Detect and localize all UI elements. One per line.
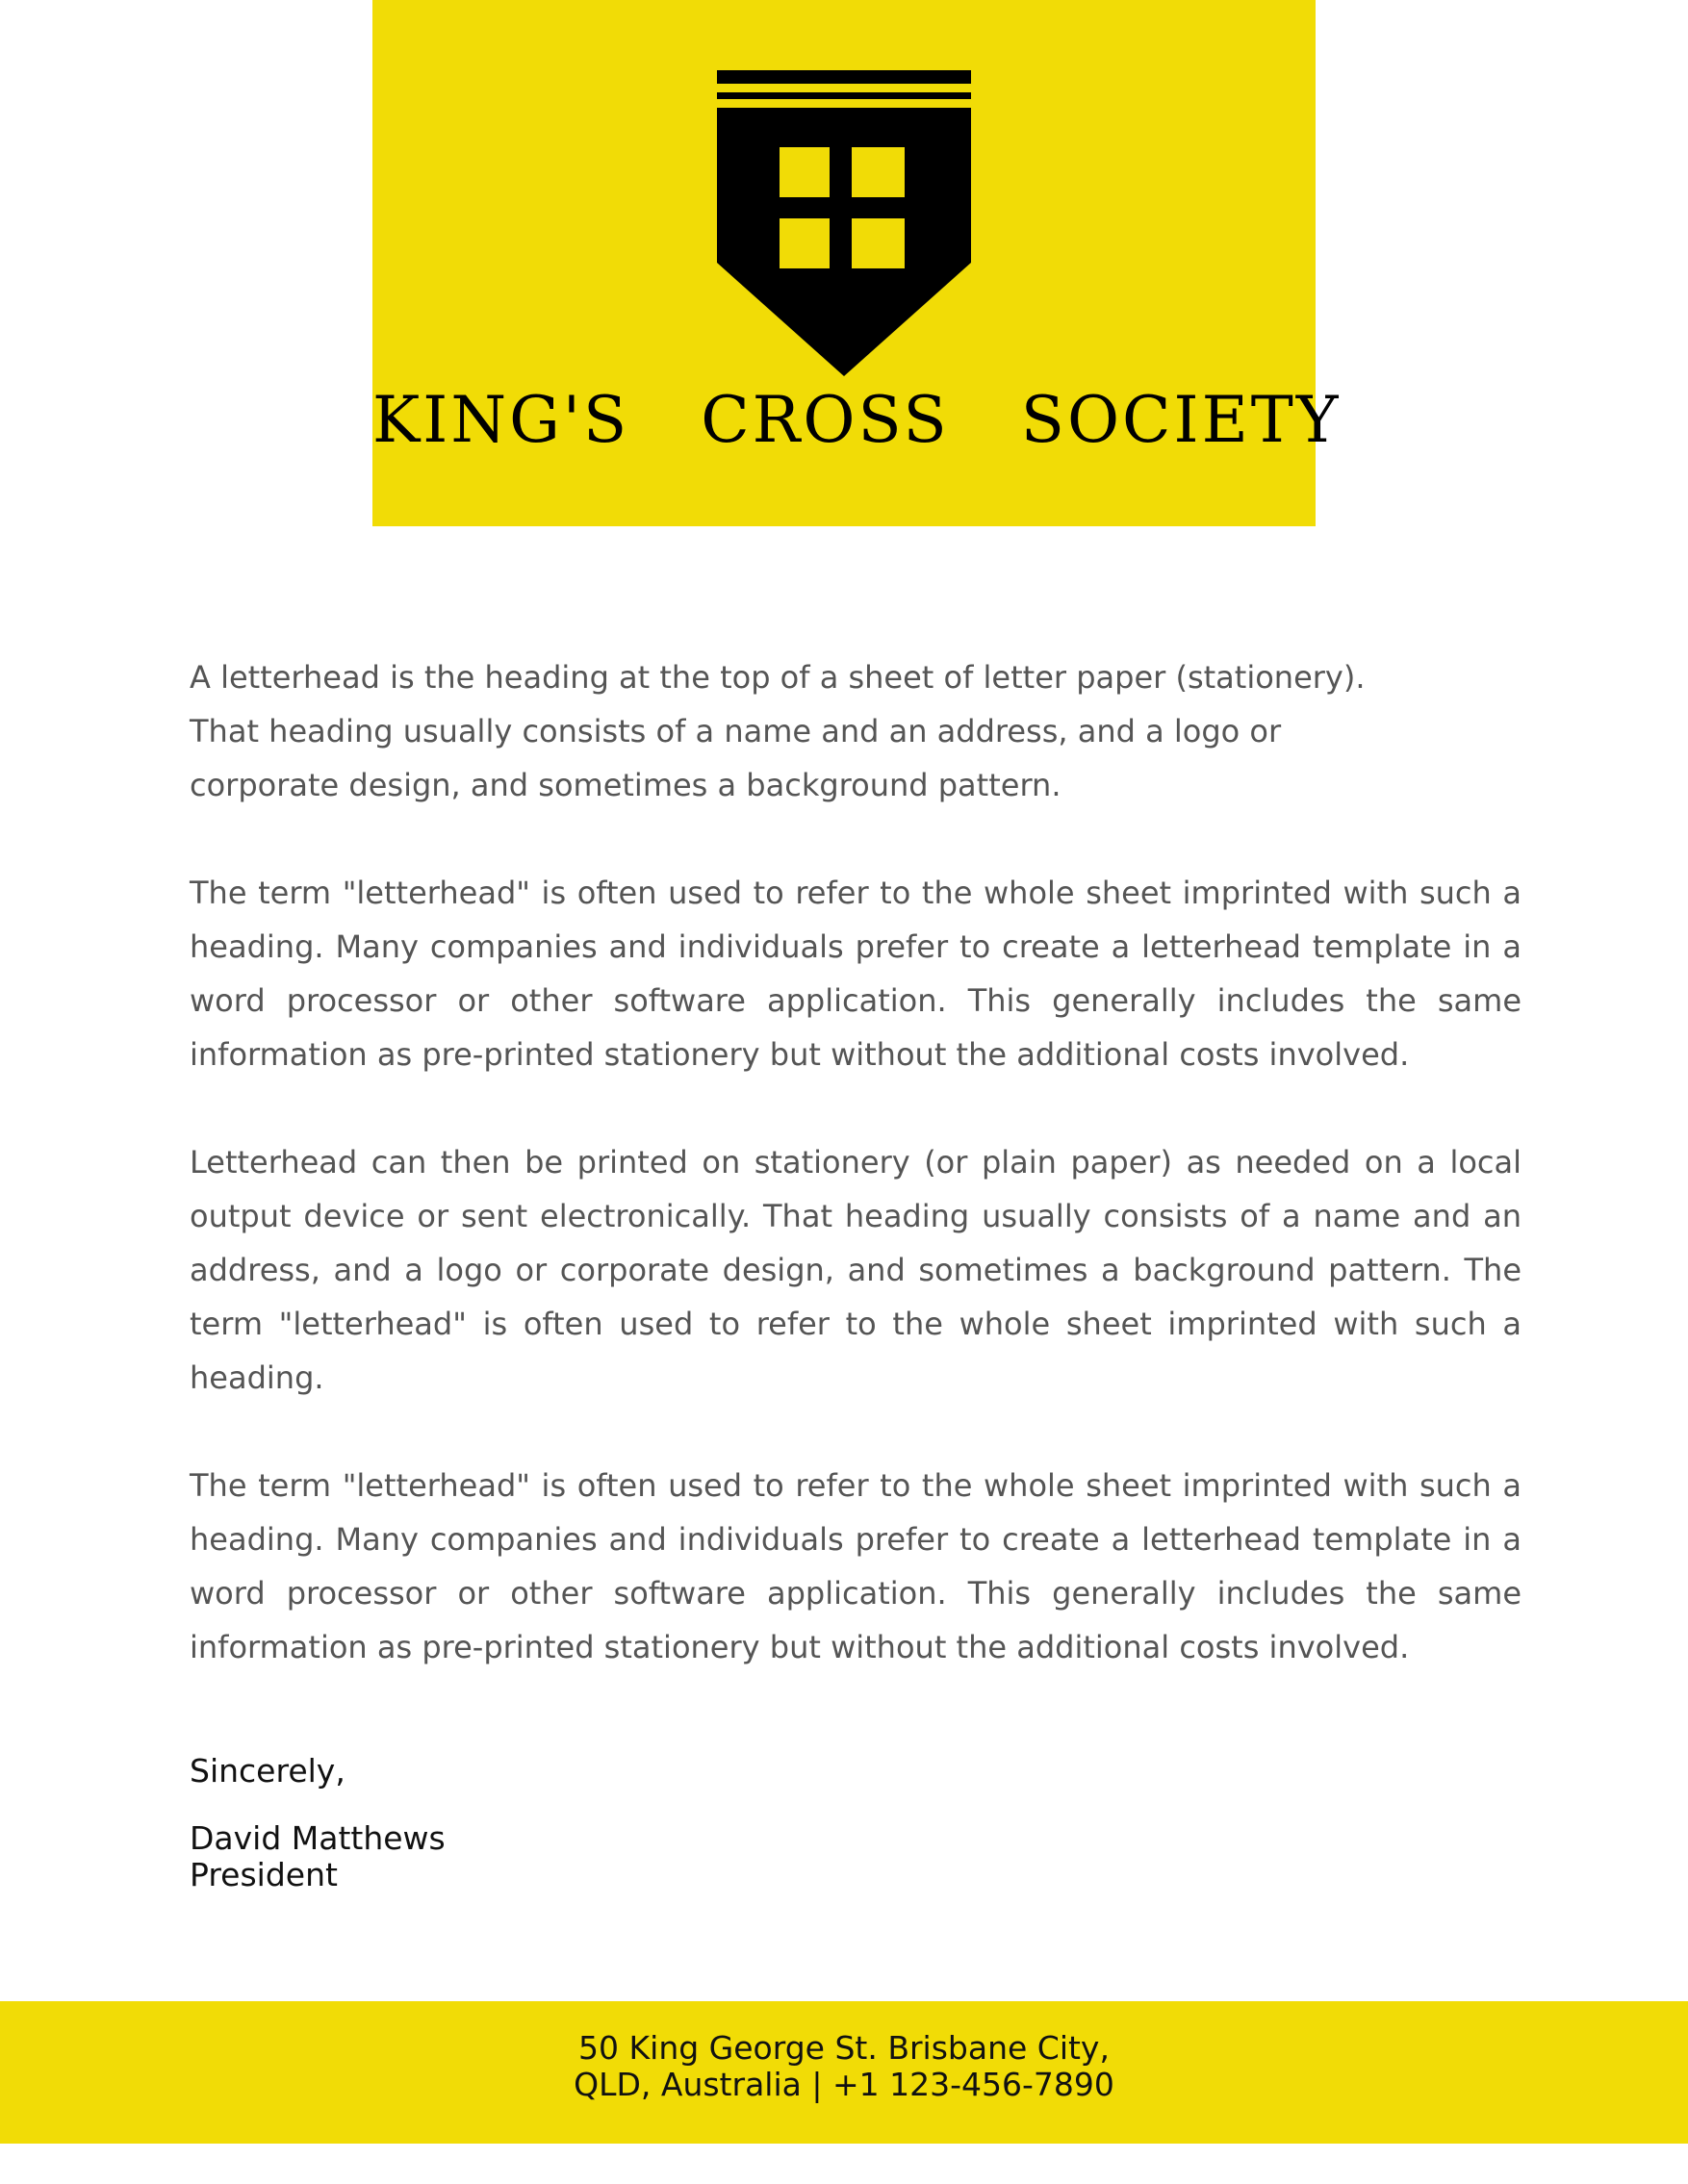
closing-text: Sincerely, (190, 1752, 345, 1790)
signer-title: President (190, 1856, 338, 1893)
organization-name: KING'S CROSS SOCIETY (372, 383, 1342, 457)
address-line-2: QLD, Australia | +1 123-456-7890 (574, 2066, 1114, 2103)
letter-paragraph: Letterhead can then be printed on stationery (or plain paper) as needed on a local output device or sent electronically. That heading usually consists of a name and an address, and a logo or corporate design, and sometimes a background pattern. The term "letterhead" is often used to refer to the whole sheet imprinted with such a heading. (190, 1144, 1522, 1396)
footer-band (0, 2001, 1688, 2144)
letter-paragraph: The term "letterhead" is often used to refer to the whole sheet imprinted with such a heading. Many companies and individuals prefer to create a letterhead template in a word processor or other software application. This generally includes the same information as pre-printed stationery but without the additional costs involved. (190, 875, 1522, 1073)
signature-block (190, 1748, 446, 1893)
letter-paragraph: The term "letterhead" is often used to refer to the whole sheet imprinted with such a heading. Many companies and individuals prefer to create a letterhead template in a word processor or other software application. This generally includes the same information as pre-printed stationery but without the additional costs involved. (190, 1467, 1522, 1665)
signer-name: David Matthews (190, 1819, 446, 1857)
letter-body (190, 650, 1522, 1728)
letterhead-header (372, 0, 1342, 526)
letter-paragraph: A letterhead is the heading at the top of a sheet of letter paper (stationery). That heading usually consists of a name and an address, and a logo or corporate design, and sometimes a background pattern. (190, 659, 1366, 803)
address-line-1: 50 King George St. Brisbane City, (578, 2029, 1110, 2067)
shield-window-logo-icon (717, 70, 971, 376)
footer-address (0, 2030, 1688, 2103)
